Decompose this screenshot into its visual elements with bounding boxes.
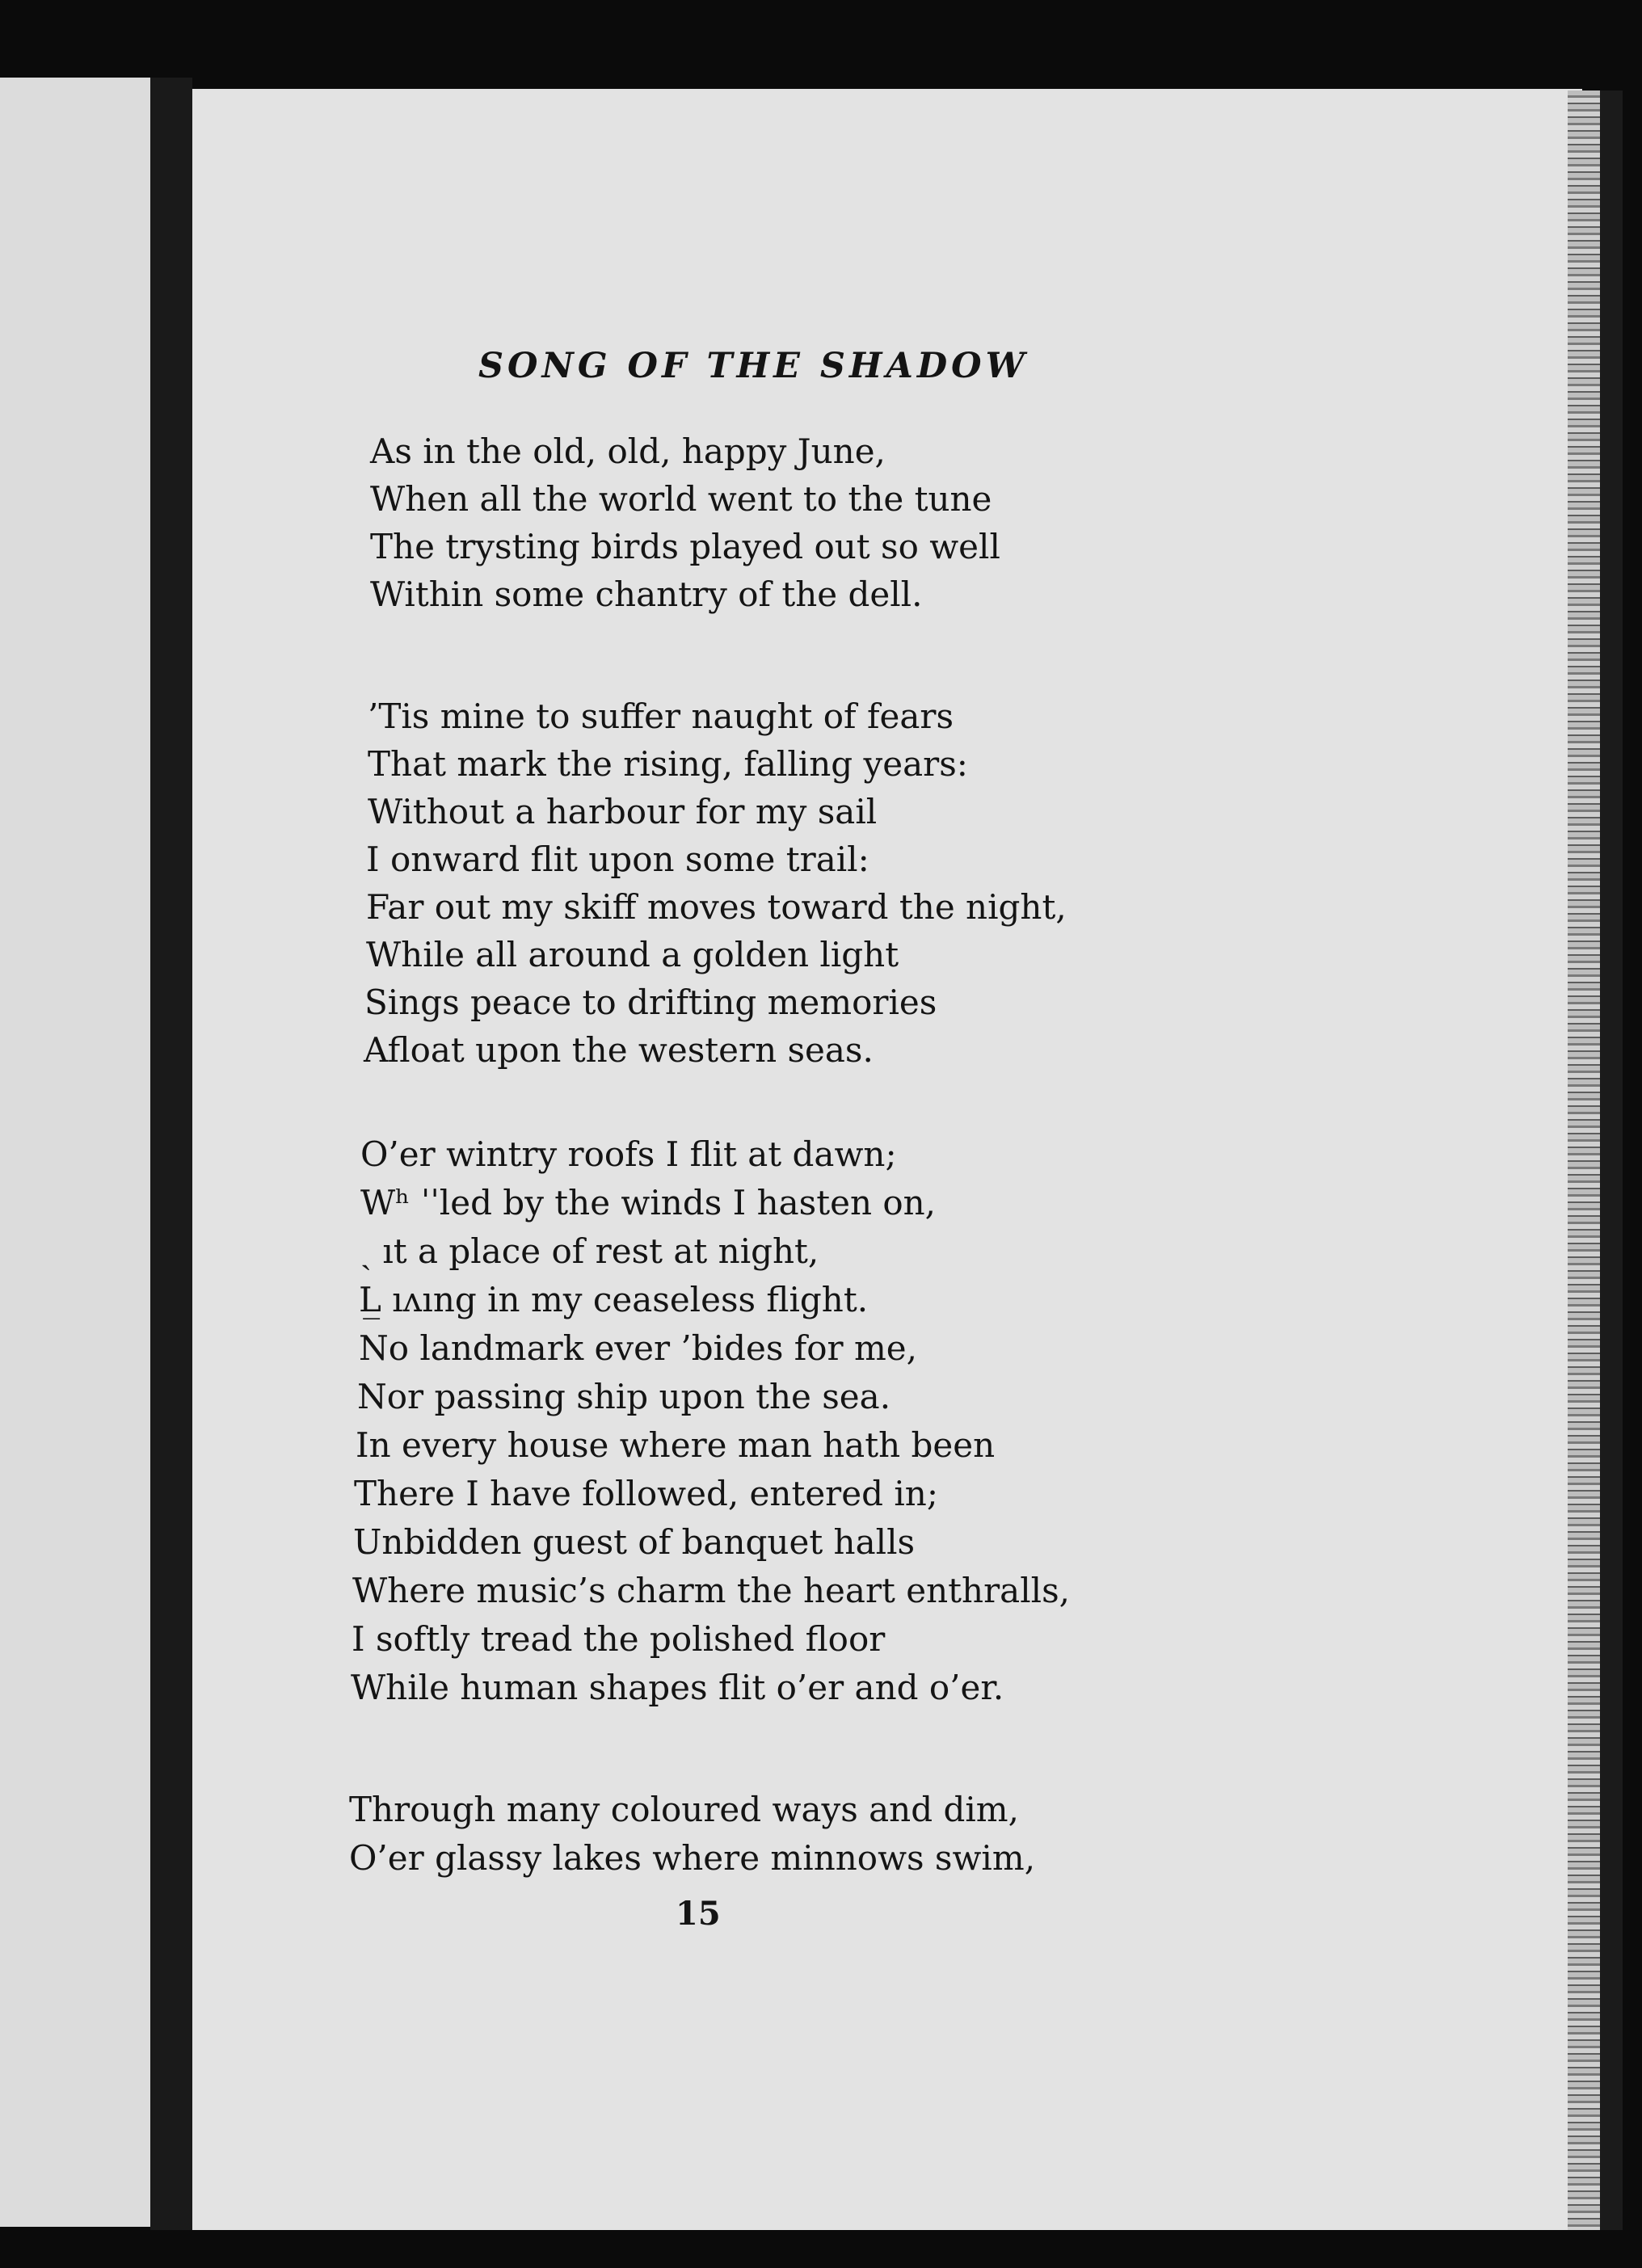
poem-line: There I have followed, entered in;	[354, 1474, 938, 1513]
poem-line: The trysting birds played out so well	[370, 527, 1000, 566]
bottom-shadow	[150, 2230, 1642, 2268]
page-shadow-edge	[1600, 90, 1623, 2264]
poem-line: L̲ ıʌıng in my ceaseless flight.	[359, 1280, 869, 1319]
book-spine	[150, 78, 192, 2243]
poem-line: ’Tis mine to suffer naught of fears	[368, 696, 954, 736]
poem-line: Without a harbour for my sail	[368, 792, 878, 831]
poem-line: Unbidden guest of banquet halls	[353, 1522, 916, 1562]
poem-line: When all the world went to the tune	[370, 479, 992, 519]
poem-line: Within some chantry of the dell.	[370, 574, 923, 614]
poem-line: I onward flit upon some trail:	[366, 839, 869, 879]
page-number: 15	[676, 1895, 721, 1933]
poem-line: O’er wintry roofs I flit at dawn;	[360, 1134, 897, 1174]
poem-title: SONG OF THE SHADOW	[478, 346, 1029, 386]
poem-line: In every house where man hath been	[356, 1425, 996, 1465]
poem-line: Nor passing ship upon the sea.	[357, 1377, 891, 1416]
poem-line: O’er glassy lakes where minnows swim,	[349, 1838, 1036, 1878]
poem-line: Far out my skiff moves toward the night,	[366, 887, 1067, 927]
poem-line: While human shapes flit o’er and o’er.	[351, 1668, 1004, 1707]
poem-line: Through many coloured ways and dim,	[349, 1790, 1019, 1829]
page-stack-edge	[1568, 90, 1600, 2240]
poem-line: Wʰ ˈˈled by the winds I hasten on,	[360, 1183, 937, 1222]
poem-line: As in the old, old, happy June,	[370, 431, 886, 471]
poem-line: While all around a golden light	[366, 935, 899, 974]
poem-line: I softly tread the polished floor	[352, 1619, 886, 1659]
poem-line: No landmark ever ’bides for me,	[359, 1328, 918, 1368]
poem-line: That mark the rising, falling years:	[368, 744, 968, 784]
poem-line: ˎ ıt a place of rest at night,	[360, 1231, 819, 1271]
poem-line: Where music’s charm the heart enthralls,	[352, 1571, 1070, 1610]
poem-line: Sings peace to drifting memories	[364, 983, 937, 1022]
poem-line: Afloat upon the western seas.	[364, 1030, 874, 1070]
left-page-edge	[0, 78, 150, 2227]
